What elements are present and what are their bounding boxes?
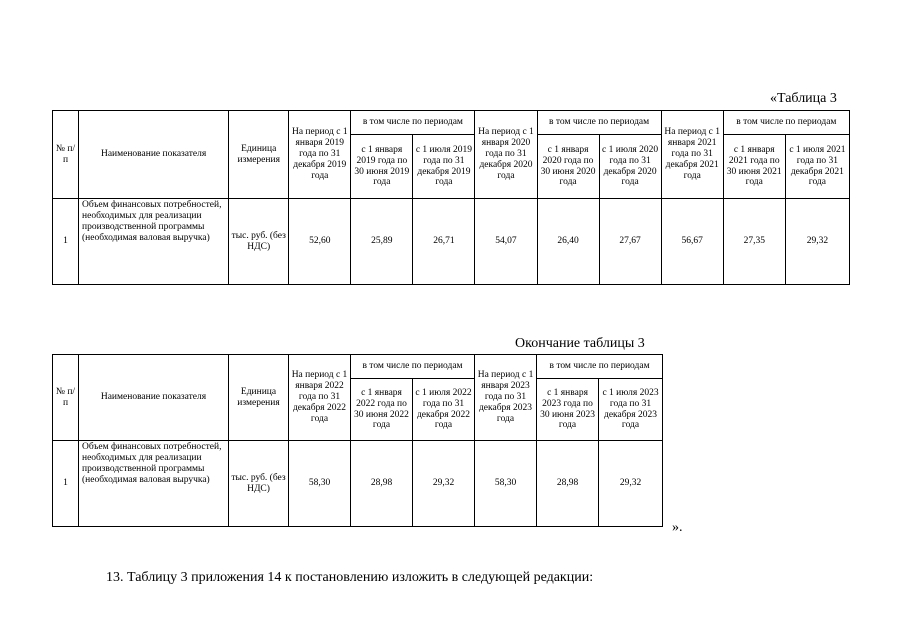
header-half-2: с 1 июля 2022 года по 31 декабря 2022 года [413, 379, 475, 441]
value-cell: 58,30 [475, 441, 537, 527]
value-cell: 29,32 [413, 441, 475, 527]
table-row [53, 441, 663, 527]
table-row [53, 199, 850, 285]
header-group: в том числе по периодам [723, 111, 849, 135]
header-period-total: На период с 1 января 2021 года по 31 декабря 2021 года [661, 111, 723, 199]
header-half-1: с 1 января 2020 года по 30 июня 2020 года [537, 135, 599, 199]
header-half-1: с 1 января 2022 года по 30 июня 2022 года [351, 379, 413, 441]
value-cell: 58,30 [289, 441, 351, 527]
header-half-2: с 1 июля 2021 года по 31 декабря 2021 года [785, 135, 849, 199]
header-half-1: с 1 января 2019 года по 30 июня 2019 года [351, 135, 413, 199]
header-half-2: с 1 июля 2019 года по 31 декабря 2019 года [413, 135, 475, 199]
header-group: в том числе по периодам [537, 111, 661, 135]
row-num: 1 [53, 199, 79, 285]
value-cell: 52,60 [289, 199, 351, 285]
value-cell: 29,32 [785, 199, 849, 285]
header-unit: Единица измерения [229, 111, 289, 199]
header-period-total: На период с 1 января 2019 года по 31 декабря 2019 года [289, 111, 351, 199]
header-half-1: с 1 января 2021 года по 30 июня 2021 года [723, 135, 785, 199]
closing-quote: ». [672, 520, 683, 535]
value-cell: 28,98 [351, 441, 413, 527]
value-cell: 56,67 [661, 199, 723, 285]
value-cell: 25,89 [351, 199, 413, 285]
row-num: 1 [53, 441, 79, 527]
header-name: Наименование показателя [79, 111, 229, 199]
row-unit: тыс. руб. (без НДС) [229, 199, 289, 285]
table2 [52, 354, 663, 527]
header-half-2: с 1 июля 2020 года по 31 декабря 2020 года [599, 135, 661, 199]
header-group: в том числе по периодам [351, 355, 475, 379]
header-group: в том числе по периодам [537, 355, 663, 379]
header-half-1: с 1 января 2023 года по 30 июня 2023 года [537, 379, 599, 441]
table1 [52, 110, 850, 285]
header-num: № п/п [53, 355, 79, 441]
value-cell: 26,71 [413, 199, 475, 285]
header-name: Наименование показателя [79, 355, 229, 441]
header-unit: Единица измерения [229, 355, 289, 441]
header-group: в том числе по периодам [351, 111, 475, 135]
row-name: Объем финансовых потребностей, необходимых для реализации производственной программы (необходимая валовая выручка) [79, 199, 229, 285]
row-unit: тыс. руб. (без НДС) [229, 441, 289, 527]
header-num: № п/п [53, 111, 79, 199]
value-cell: 28,98 [537, 441, 599, 527]
table2-caption: Окончание таблицы 3 [515, 336, 645, 351]
header-period-total: На период с 1 января 2022 года по 31 декабря 2022 года [289, 355, 351, 441]
row-name: Объем финансовых потребностей, необходимых для реализации производственной программы (необходимая валовая выручка) [79, 441, 229, 527]
value-cell: 27,35 [723, 199, 785, 285]
header-period-total: На период с 1 января 2020 года по 31 декабря 2020 года [475, 111, 537, 199]
header-period-total: На период с 1 января 2023 года по 31 декабря 2023 года [475, 355, 537, 441]
value-cell: 27,67 [599, 199, 661, 285]
value-cell: 54,07 [475, 199, 537, 285]
value-cell: 26,40 [537, 199, 599, 285]
value-cell: 29,32 [599, 441, 663, 527]
header-half-2: с 1 июля 2023 года по 31 декабря 2023 года [599, 379, 663, 441]
paragraph: 13. Таблицу 3 приложения 14 к постановлению изложить в следующей редакции: [106, 570, 594, 585]
table1-caption: «Таблица 3 [770, 91, 837, 106]
